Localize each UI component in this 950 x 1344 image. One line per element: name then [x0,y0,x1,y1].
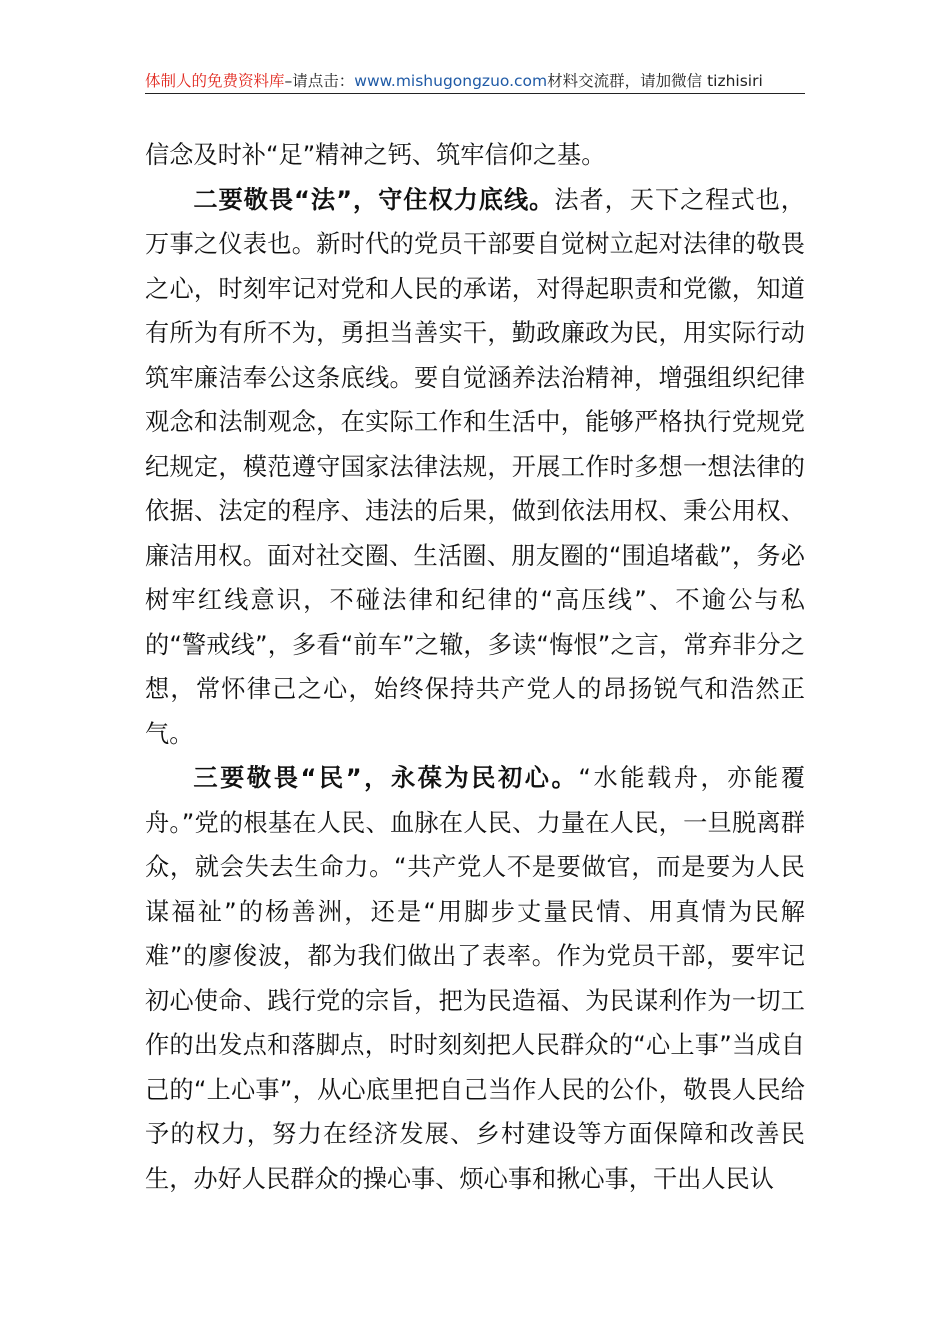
paragraph-text: 法者，天下之程式也，万事之仪表也。新时代的党员干部要自觉树立起对法律的敬畏之心，时刻牢记对党和人民的承诺，对得起职责和党徽，知道有所为有所不为，勇担当善实干，勤政廉政为民，用实际行动筑牢廉洁奉公这条底线。要自觉涵养法治精神，增强组织纪律观念和法制观念，在实际工作和生活中，能够严格执行党规党纪规定，模范遵守国家法律法规，开展工作时多想一想法律的依据、法定的程序、违法的后果，做到依法用权、秉公用权、廉洁用权。面对社交圈、生活圈、朋友圈的“围追堵截”，务必树牢红线意识，不碰法律和纪律的“高压线”、不逾公与私的“警戒线”，多看“前车”之辙，多读“悔恨”之言，常弃非分之想，常怀律己之心，始终保持共产党人的昂扬锐气和浩然正气。 [145,185,805,748]
header-click-prompt: –请点击： [284,72,355,90]
paragraph-heading: 二要敬畏“法”，守住权力底线。 [193,185,555,214]
paragraph-heading: 三要敬畏“民”，永葆为民初心。 [193,764,579,792]
header-site-name: 体制人的免费资料库 [145,72,285,90]
page-header [145,68,805,94]
header-url-link[interactable]: www.mishugongzuo.com [354,72,548,90]
header-wechat-note: 材料交流群，请加微信 tizhisiri [547,72,763,90]
paragraph-people [145,756,805,1201]
paragraph-text: “水能载舟，亦能覆舟。”党的根基在人民、血脉在人民、力量在人民，一旦脱离群众，就会失去生命力。“共产党人不是要做官，而是要为人民谋福祉”的杨善洲，还是“用脚步丈量民情、用真情为民解难”的廖俊波，都为我们做出了表率。作为党员干部，要牢记初心使命、践行党的宗旨，把为民造福、为民谋利作为一切工作的出发点和落脚点，时时刻刻把人民群众的“心上事”当成自己的“上心事”，从心底里把自己当作人民的公仆，敬畏人民给予的权力，努力在经济发展、乡村建设等方面保障和改善民生，办好人民群众的操心事、烦心事和揪心事，干出人民认 [145,764,806,1193]
paragraph-continuation [145,133,805,178]
document-body [145,133,805,1201]
paragraph-law [145,178,805,757]
paragraph-text: 信念及时补“足”精神之钙、筑牢信仰之基。 [145,141,606,169]
